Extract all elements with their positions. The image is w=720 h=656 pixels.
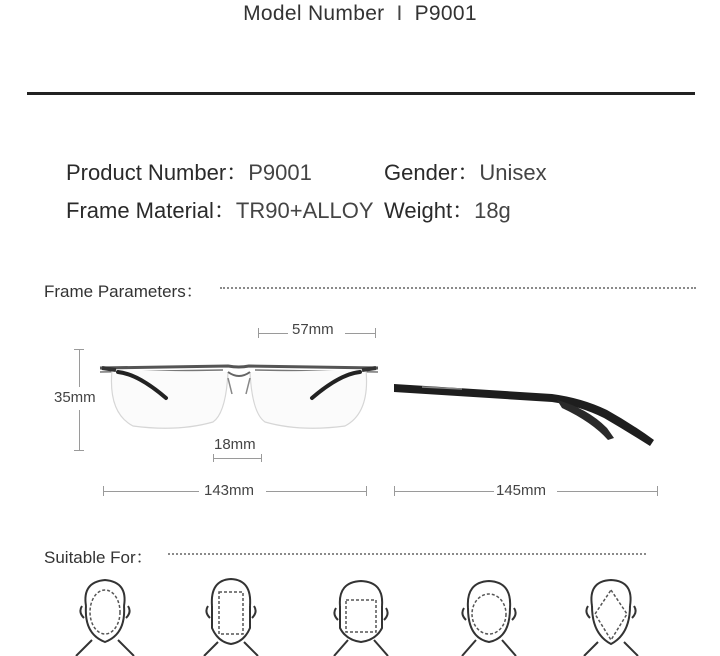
diamond-face-icon [578,576,644,656]
frame-parameters-dotted-rule [220,287,696,289]
header-separator: I [396,2,403,25]
frame-width-line-left [103,491,199,492]
frame-width-line-right [266,491,366,492]
suitable-for-title: Suitable For： [44,548,153,567]
bridge-width-label: 18mm [214,436,256,453]
temple-length-label: 145mm [496,482,547,499]
product-number-row [66,156,312,187]
frame-material-row [66,194,374,225]
glasses-temple-side-view [392,378,664,450]
gender-row [384,156,547,187]
rectangle-face-icon [198,576,264,656]
bridge-width-line [213,458,261,459]
temple-length-line-left [394,491,494,492]
frame-width-tick-right [366,486,367,496]
lens-height-line-top [79,349,80,387]
frame-material-label: Frame Material： [66,198,236,223]
lens-height-tick-bottom [74,450,84,451]
model-number-value: P9001 [414,2,477,25]
header-divider [27,92,695,95]
lens-width-line-left [258,333,288,334]
model-number-header [0,2,720,26]
frame-width-label: 143mm [204,482,255,499]
product-number-value: P9001 [248,160,312,185]
weight-row [384,194,511,225]
product-number-label: Product Number： [66,160,249,185]
oval-face-icon [72,576,138,656]
lens-height-line-bottom [79,410,80,450]
lens-width-line-right [345,333,375,334]
lens-width-tick-left [258,328,259,338]
frame-parameters-title: Frame Parameters： [44,282,203,301]
gender-label: Gender： [384,160,480,185]
round-face-icon [456,576,522,656]
model-number-label: Model Number [243,2,385,25]
square-face-icon [328,576,394,656]
bridge-width-tick-left [213,454,214,462]
glasses-front-view [98,358,380,438]
lens-width-tick-right [375,328,376,338]
lens-height-label: 35mm [54,389,96,406]
lens-width-label: 57mm [292,321,334,338]
suitable-for-dotted-rule [168,553,646,555]
gender-value: Unisex [479,160,547,185]
weight-label: Weight： [384,198,475,223]
temple-length-line-right [557,491,657,492]
weight-value: 18g [474,198,511,223]
frame-material-value: TR90+ALLOY [235,198,374,223]
temple-length-tick-right [657,486,658,496]
bridge-width-tick-right [261,454,262,462]
